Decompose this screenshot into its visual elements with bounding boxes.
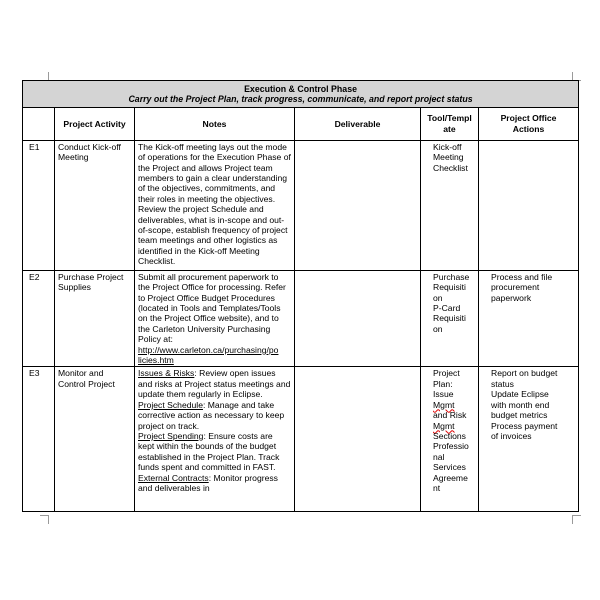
row-project-office-actions xyxy=(479,367,579,512)
tool-line: nt xyxy=(433,482,441,493)
tool-line: on xyxy=(433,323,443,334)
poa-line: status xyxy=(491,378,514,389)
header-tool xyxy=(421,107,479,140)
row-project-office-actions xyxy=(479,270,579,367)
table-row xyxy=(23,367,579,512)
tool-line: Professio xyxy=(433,441,469,452)
purchasing-policy-link[interactable] xyxy=(138,345,278,365)
row-tool xyxy=(421,270,479,367)
row-activity: Purchase Project Supplies xyxy=(55,270,135,367)
poa-line: Update Eclipse xyxy=(491,389,549,400)
tool-line: Checklist xyxy=(433,162,468,173)
table-row xyxy=(23,140,579,270)
tool-line: Kick-off xyxy=(433,141,462,152)
phase-subtitle: Carry out the Project Plan, track progress, communicate, and report project status xyxy=(128,94,473,105)
tool-line: nal xyxy=(433,451,445,462)
tool-line: Requisiti xyxy=(433,313,466,324)
notes-spending-body: : Ensure costs are kept within the bounds of the budget established in the Project Plan. Track funds spent and committed in FAST. xyxy=(138,430,280,473)
crop-mark-bottom-right xyxy=(572,515,581,524)
phase-banner-row xyxy=(23,81,579,108)
poa-line: of invoices xyxy=(491,430,532,441)
notes-spending-heading: Project Spending xyxy=(138,430,204,441)
row-project-office-actions xyxy=(479,140,579,270)
tool-line: Sections xyxy=(433,430,466,441)
row-deliverable xyxy=(295,367,421,512)
tool-line: Mgmt xyxy=(433,399,455,410)
tool-line: Plan: xyxy=(433,378,453,389)
header-tool-line2: ate xyxy=(443,123,456,134)
notes-text: Submit all procurement paperwork to the Project Office for processing. Refer to Project Office Budget Procedures (located in Tools and Templates/Tools on the Project Office website), and to the Carleton University Purchasing Policy at: xyxy=(138,271,286,345)
tool-line: Project xyxy=(433,368,460,379)
tool-line: on xyxy=(433,292,443,303)
row-activity: Monitor and Control Project xyxy=(55,367,135,512)
tool-line: P-Card xyxy=(433,303,461,314)
header-project-office-actions xyxy=(479,107,579,140)
tool-line: Mgmt xyxy=(433,420,455,431)
link-part-a: http://www.carleton.ca xyxy=(138,344,223,355)
poa-line: Process and file xyxy=(491,271,553,282)
row-tool xyxy=(421,140,479,270)
row-notes: The Kick-off meeting lays out the mode of operations for the Execution Phase of the Project and allows Project team members to gain a clear understanding of the objectives, commitments, and their roles in meeting the objectives. Review the project Schedule and deliverables, what is in-scope and out-of-scope, establish frequency of project team meetings and other logistics as identified in the Kick-off Meeting Checklist. xyxy=(135,140,295,270)
notes-schedule-body: : Manage and take corrective action as necessary to keep project on track. xyxy=(138,399,285,431)
notes-contracts-body: : Monitor progress and deliverables in xyxy=(138,472,278,493)
crop-mark-bottom-left xyxy=(40,515,49,524)
row-notes xyxy=(135,270,295,367)
notes-schedule-heading: Project Schedule xyxy=(138,399,203,410)
poa-line: Process payment xyxy=(491,420,558,431)
tool-line: Meeting xyxy=(433,152,464,163)
row-tool xyxy=(421,367,479,512)
tool-line: Requisiti xyxy=(433,282,466,293)
notes-issues-risks-body: : Review open issues and risks at Project status meetings and update them regularly in Eclipse. xyxy=(138,368,291,400)
header-activity: Project Activity xyxy=(55,107,135,140)
row-notes xyxy=(135,367,295,512)
tool-line: Services xyxy=(433,462,466,473)
row-code: E3 xyxy=(23,367,55,512)
row-code: E2 xyxy=(23,270,55,367)
link-part-b: /purchasing/po xyxy=(222,344,279,355)
header-deliverable: Deliverable xyxy=(295,107,421,140)
phase-banner xyxy=(23,81,579,108)
tool-line: and Risk xyxy=(433,410,467,421)
poa-line: budget metrics xyxy=(491,410,548,421)
header-poa-line1: Project Office xyxy=(500,113,557,124)
header-tool-line1: Tool/Templ xyxy=(427,113,472,124)
header-notes: Notes xyxy=(135,107,295,140)
poa-line: with month end xyxy=(491,399,550,410)
notes-issues-risks-heading: Issues & Risks xyxy=(138,368,195,379)
header-row xyxy=(23,107,579,140)
link-part-c: licies.htm xyxy=(138,355,174,366)
header-poa-line2: Actions xyxy=(512,123,545,134)
tool-line: Agreeme xyxy=(433,472,468,483)
tool-line: Issue xyxy=(433,389,454,400)
poa-line: Report on budget xyxy=(491,368,558,379)
poa-line: procurement xyxy=(491,282,540,293)
table-row xyxy=(23,270,579,367)
tool-line: Purchase xyxy=(433,271,470,282)
row-activity: Conduct Kick-off Meeting xyxy=(55,140,135,270)
notes-contracts-heading: External Contracts xyxy=(138,472,209,483)
header-code xyxy=(23,107,55,140)
phase-title: Execution & Control Phase xyxy=(244,84,357,94)
row-deliverable xyxy=(295,140,421,270)
poa-line: paperwork xyxy=(491,292,532,303)
row-code: E1 xyxy=(23,140,55,270)
execution-control-table xyxy=(22,80,579,512)
row-deliverable xyxy=(295,270,421,367)
